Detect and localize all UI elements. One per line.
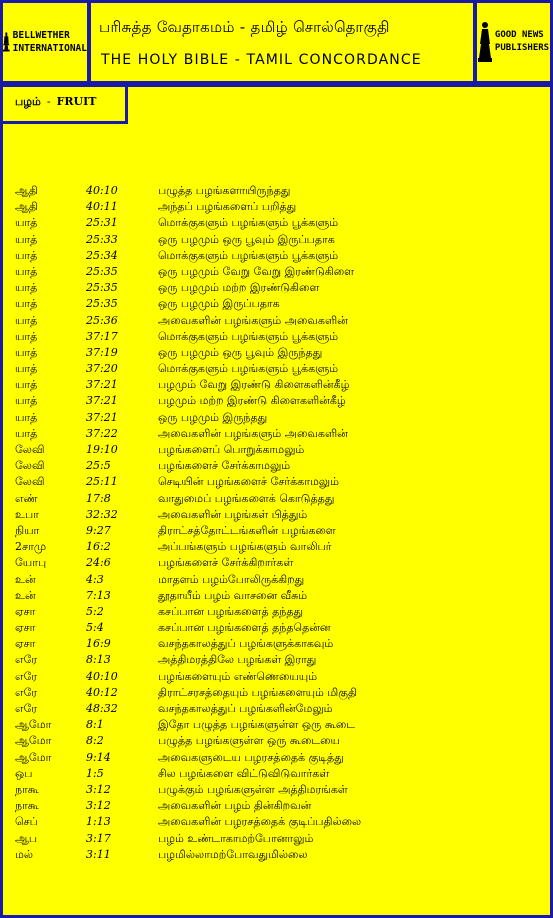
entry-text: அப்பங்களும் பழங்களும் வாலிபர் [158, 540, 332, 554]
entry-text: வசந்தகாலத்துப் பழங்களுக்காகவும் [158, 637, 334, 651]
entry-text: வாதுமைப் பழங்களைக் கொடுத்தது [158, 491, 335, 505]
entry-book: யாத் [15, 394, 38, 408]
entry-book: யோபு [15, 556, 47, 570]
entry-book: யாத் [15, 410, 38, 424]
entry-book: லேவி [15, 443, 45, 456]
entry-reference: 5:2 [86, 604, 104, 618]
entry-book: லேவி [15, 475, 45, 489]
entry-text: அந்தப் பழங்களைப் பறித்து [158, 200, 297, 214]
entry-reference: 32:32 [86, 507, 118, 521]
entry-reference: 37:21 [86, 410, 118, 424]
entry-reference: 1:13 [86, 815, 111, 829]
entry-text: ஒரு பழமும் வேறு வேறு இரண்டுகிளை [158, 264, 355, 278]
entry-reference: 16:9 [86, 637, 111, 651]
logo-line: PUBLISHERS [494, 43, 550, 53]
topic-heading [15, 95, 96, 110]
entry-text: அவைகளின் பழரசத்தைக் குடிப்பதில்லை [158, 815, 362, 829]
entry-reference: 37:22 [86, 426, 118, 440]
entry-book: யாத் [15, 426, 38, 440]
entry-text: மொக்குகளும் பழங்களும் பூக்களும் [158, 329, 339, 343]
entry-book: நாகூ [15, 782, 39, 796]
entry-reference: 1:5 [86, 766, 104, 780]
entry-book: எரே [15, 702, 38, 715]
entry-book: ஆமோ [15, 750, 52, 764]
entry-reference: 3:12 [86, 782, 111, 796]
entry-text: அவைகளின் பழம் தின்கிறவன் [158, 799, 312, 813]
good-news-logo-box [474, 0, 553, 84]
entry-text: கசப்பான பழங்களைத் தந்ததென்ன [158, 621, 331, 635]
entry-text: ஒரு பழமும் மற்ற இரண்டுகிளை [158, 281, 320, 295]
entry-book: எரே [15, 685, 38, 699]
logo-line: INTERNATIONAL [12, 43, 87, 54]
bellwether-logo-text [13, 29, 87, 55]
title-box [88, 0, 476, 84]
entry-book: 2சாமு [15, 540, 47, 554]
entry-text: மொக்குகளும் பழங்களும் பூக்களும் [158, 216, 339, 230]
entry-text: பழுத்த பழங்களாயிருந்தது [158, 184, 291, 197]
entry-text: அவைகளுடைய பழரசத்தைக் குடித்து [158, 750, 344, 764]
entry-text: பழமில்லாமற்போவதுமில்லை [158, 847, 308, 861]
entry-book: ஏசா [15, 637, 36, 651]
bellwether-logo-box [0, 0, 90, 84]
entry-book: எரே [15, 669, 38, 683]
title-tamil: பரிசுத்த வேதாகமம் - தமிழ் சொல்தொகுதி [99, 18, 390, 36]
entry-reference: 25:35 [86, 281, 118, 295]
entry-book: யாத் [15, 281, 38, 295]
entry-text: அவைகளின் பழங்கள் பித்தும் [158, 507, 308, 521]
entry-reference: 37:20 [86, 362, 118, 376]
entry-reference: 25:34 [86, 248, 118, 262]
entry-reference: 4:3 [86, 572, 104, 586]
good-news-logo-text [495, 29, 549, 55]
entry-text: ஒரு பழமும் இருந்தது [158, 410, 268, 424]
entry-text: பழங்களைப் பொறுக்காமலும் [158, 443, 305, 456]
entry-reference: 24:6 [86, 556, 111, 570]
entry-text: பழுக்கும் பழங்களுள்ள அத்திமரங்கள் [158, 782, 348, 796]
entry-text: பழமும் மற்ற இரண்டு கிளைகளின்கீழ் [158, 394, 346, 408]
logo-line: BELLWETHER [12, 30, 70, 41]
entry-text: பழங்களைச் சேர்க்கிறார்கள் [158, 556, 294, 570]
entry-reference: 25:35 [86, 297, 118, 311]
entry-book: யாத் [15, 313, 38, 327]
entry-reference: 40:12 [86, 685, 118, 699]
entry-reference: 8:13 [86, 653, 111, 667]
entry-reference: 16:2 [86, 540, 111, 554]
entry-reference: 40:11 [86, 200, 118, 214]
entry-book: ஆமோ [15, 734, 52, 748]
entry-text: மாதளம் பழம்போலிருக்கிறது [158, 572, 305, 586]
entry-reference: 37:21 [86, 394, 118, 408]
entry-reference: 48:32 [86, 702, 118, 715]
entry-book: உன் [15, 572, 36, 586]
entry-book: யாத் [15, 378, 38, 392]
entry-text: திராட்சத்தோட்டங்களின் பழங்களை [158, 523, 336, 537]
entry-book: உன் [15, 588, 36, 602]
entry-text: பழங்களையும் எண்ணெயையும் [158, 669, 318, 683]
entry-reference: 9:27 [86, 523, 111, 537]
entry-text: இதோ பழுத்த பழங்களுள்ள ஒரு கூடை [158, 718, 356, 732]
topic-tamil: பழம் [15, 95, 41, 108]
entry-book: யாத் [15, 264, 38, 278]
entry-book: யாத் [15, 216, 38, 230]
entry-book: யாத் [15, 297, 38, 311]
entry-book: எண் [15, 491, 38, 505]
entry-reference: 40:10 [86, 669, 118, 683]
entry-book: செப் [15, 815, 38, 829]
entry-book: மல் [15, 847, 33, 861]
entry-text: திராட்சரசத்தையும் பழங்களையும் மிகுதி [158, 685, 357, 699]
entry-reference: 3:12 [86, 799, 111, 813]
entry-book: யாத் [15, 232, 38, 246]
entry-reference: 8:2 [86, 734, 104, 748]
entry-text: ஒரு பழமும் இருப்பதாக [158, 297, 280, 311]
entry-reference: 25:33 [86, 232, 118, 246]
entry-text: தூதாயீம் பழம் வாசனை வீசும் [158, 588, 308, 602]
entry-book: யாத் [15, 362, 38, 376]
entry-reference: 25:35 [86, 264, 118, 278]
entry-text: செடியின் பழங்களைச் சேர்க்காமலும் [158, 475, 339, 489]
entry-reference: 19:10 [86, 443, 118, 456]
entry-book: எரே [15, 653, 38, 667]
entry-text: ஒரு பழமும் ஒரு பூவும் இருப்பதாக [158, 232, 335, 246]
entry-reference: 25:5 [86, 459, 111, 473]
topic-box [0, 84, 128, 124]
entry-book: ஆப [15, 831, 38, 845]
entry-text: அவைகளின் பழங்களும் அவைகளின் [158, 426, 348, 440]
entry-book: ஏசா [15, 604, 36, 618]
entry-reference: 3:17 [86, 831, 111, 845]
entry-reference: 5:4 [86, 621, 104, 635]
entry-book: ஏசா [15, 621, 36, 635]
entry-reference: 7:13 [86, 588, 111, 602]
entry-reference: 8:1 [86, 718, 104, 732]
entry-text: பழம் உண்டாகாமற்போனாலும் [158, 831, 314, 845]
bellwether-icon [3, 20, 10, 64]
entry-reference: 25:36 [86, 313, 118, 327]
entry-book: நியா [15, 523, 40, 537]
entry-text: அத்திமரத்திலே பழங்கள் இராது [158, 653, 317, 667]
entry-reference: 17:8 [86, 491, 111, 505]
entry-book: உபா [15, 507, 39, 521]
entry-text: ஒரு பழமும் ஒரு பூவும் இருந்தது [158, 345, 323, 359]
entry-reference: 25:11 [86, 475, 118, 489]
entry-reference: 9:14 [86, 750, 111, 764]
entry-reference: 37:21 [86, 378, 118, 392]
entry-book: யாத் [15, 329, 38, 343]
topic-english: FRUIT [56, 95, 97, 108]
entry-text: பழங்களைச் சேர்க்காமலும் [158, 459, 291, 473]
entry-reference: 37:19 [86, 345, 118, 359]
entry-book: யாத் [15, 345, 38, 359]
entry-text: மொக்குகளும் பழங்களும் பூக்களும் [158, 248, 339, 262]
title-english: THE HOLY BIBLE - TAMIL CONCORDANCE [101, 52, 422, 68]
entry-book: ஆதி [15, 200, 38, 214]
entry-book: நாகூ [15, 799, 39, 813]
entry-book: ஒப [15, 766, 33, 780]
entry-text: வசந்தகாலத்துப் பழங்களின்மேலும் [158, 702, 333, 715]
entry-text: மொக்குகளும் பழங்களும் பூக்களும் [158, 362, 339, 376]
entry-book: யாத் [15, 248, 38, 262]
entry-reference: 3:11 [86, 847, 111, 861]
entry-text: அவைகளின் பழங்களும் அவைகளின் [158, 313, 348, 327]
entry-text: பழமும் வேறு இரண்டு கிளைகளின்கீழ் [158, 378, 350, 392]
entry-text: பழுத்த பழங்களுள்ள ஒரு கூடையை [158, 734, 340, 748]
logo-line: GOOD NEWS [494, 30, 544, 40]
entry-text: கசப்பான பழங்களைத் தந்தது [158, 604, 304, 618]
entry-book: ஆதி [15, 184, 38, 197]
entry-book: ஆமோ [15, 718, 52, 732]
topic-separator: - [46, 95, 51, 108]
good-news-icon [478, 20, 492, 64]
entry-book: லேவி [15, 459, 45, 473]
entry-reference: 40:10 [86, 184, 118, 197]
entry-text: சில பழங்களை விட்டுவிடுவார்கள் [158, 766, 330, 780]
entry-reference: 25:31 [86, 216, 118, 230]
entry-reference: 37:17 [86, 329, 118, 343]
